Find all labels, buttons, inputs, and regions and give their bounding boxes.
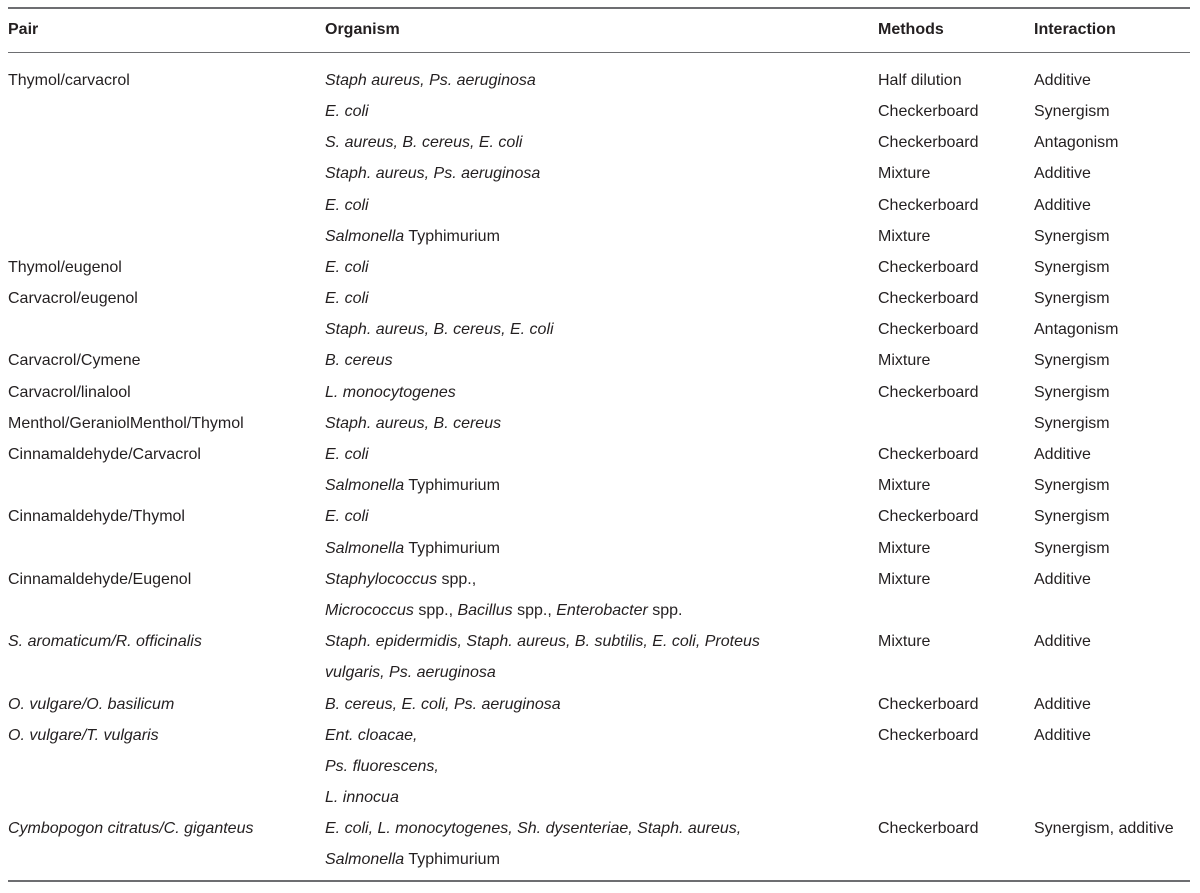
table-row: [8, 284, 1190, 315]
cell-methods: Checkerboard: [878, 321, 979, 339]
cell-methods: Checkerboard: [878, 290, 979, 308]
cell-interaction: Synergism: [1034, 352, 1110, 370]
organism-text: E. coli: [325, 196, 369, 214]
table-row: [8, 720, 1190, 751]
cell-methods: Mixture: [878, 633, 931, 651]
cell-methods: Half dilution: [878, 71, 962, 89]
cell-interaction: Synergism: [1034, 508, 1110, 526]
cell-pair: Cymbopogon citratus/C. giganteus: [8, 820, 254, 838]
cell-pair: Cinnamaldehyde/Eugenol: [8, 570, 192, 588]
cell-pair: Carvacrol/Cymene: [8, 352, 141, 370]
cell-pair: Thymol/eugenol: [8, 258, 122, 276]
cell-pair: O. vulgare/T. vulgaris: [8, 726, 159, 744]
organism-text: Salmonella: [325, 851, 405, 869]
cell-organism: [325, 820, 878, 838]
organism-text: vulgaris, Ps. aeruginosa: [325, 664, 496, 682]
cell-interaction: Synergism: [1034, 102, 1110, 120]
cell-organism: [325, 415, 878, 433]
cell-methods: Mixture: [878, 227, 931, 245]
cell-organism: [325, 103, 878, 121]
cell-organism: [325, 758, 878, 776]
cell-interaction: Additive: [1034, 71, 1091, 89]
cell-interaction: Antagonism: [1034, 321, 1119, 339]
table-row: [8, 159, 1190, 190]
cell-methods: Mixture: [878, 477, 931, 495]
table-row: [8, 346, 1190, 377]
organism-text: Typhimurium: [404, 227, 500, 245]
cell-methods: Checkerboard: [878, 196, 979, 214]
organism-text: Staphylococcus: [325, 570, 438, 588]
cell-interaction: Additive: [1034, 726, 1091, 744]
organism-text: B. cereus, E. coli, Ps. aeruginosa: [325, 695, 561, 713]
organism-text: Typhimurium: [404, 539, 500, 557]
table-row: [8, 252, 1190, 283]
cell-interaction: Synergism: [1034, 258, 1110, 276]
cell-organism: [325, 633, 878, 651]
cell-organism: [325, 352, 878, 370]
cell-organism: [325, 134, 878, 152]
table-row: [8, 65, 1190, 96]
cell-interaction: Synergism: [1034, 383, 1110, 401]
organism-text: L. innocua: [325, 789, 399, 807]
organism-text: Salmonella: [325, 477, 405, 495]
cell-pair: Cinnamaldehyde/Carvacrol: [8, 446, 201, 464]
header-interaction: Interaction: [1034, 21, 1116, 39]
organism-text: spp.,: [437, 570, 477, 588]
cell-organism: [325, 664, 878, 682]
table-row: [8, 221, 1190, 252]
table-header: [8, 9, 1190, 52]
cell-interaction: Additive: [1034, 446, 1091, 464]
cell-methods: Mixture: [878, 352, 931, 370]
cell-interaction: Additive: [1034, 695, 1091, 713]
cell-interaction: Additive: [1034, 570, 1091, 588]
cell-interaction: Synergism: [1034, 477, 1110, 495]
cell-organism: [325, 165, 878, 183]
header-pair: Pair: [8, 21, 39, 39]
cell-organism: [325, 477, 878, 495]
organism-text: E. coli: [325, 446, 369, 464]
organism-text: Typhimurium: [404, 851, 500, 869]
cell-organism: [325, 540, 878, 558]
table-row: [8, 315, 1190, 346]
table-row: [8, 502, 1190, 533]
cell-organism: [325, 259, 878, 277]
cell-pair: Thymol/carvacrol: [8, 71, 130, 89]
organism-text: Micrococcus: [325, 601, 414, 619]
cell-interaction: Synergism: [1034, 414, 1110, 432]
table-row: [8, 471, 1190, 502]
cell-methods: Checkerboard: [878, 695, 979, 713]
cell-methods: Checkerboard: [878, 134, 979, 152]
cell-interaction: Additive: [1034, 196, 1091, 214]
organism-text: E. coli: [325, 102, 369, 120]
cell-organism: [325, 571, 878, 589]
organism-text: S. aureus, B. cereus, E. coli: [325, 134, 523, 152]
organism-text: E. coli: [325, 290, 369, 308]
cell-interaction: Synergism, additive: [1034, 820, 1174, 838]
cell-methods: Checkerboard: [878, 508, 979, 526]
cell-organism: [325, 508, 878, 526]
table-row: [8, 595, 1190, 626]
cell-organism: [325, 228, 878, 246]
data-table: [8, 7, 1190, 882]
table-row: [8, 689, 1190, 720]
cell-organism: [325, 72, 878, 90]
cell-interaction: Antagonism: [1034, 134, 1119, 152]
cell-organism: [325, 602, 878, 620]
cell-methods: Mixture: [878, 539, 931, 557]
cell-organism: [325, 290, 878, 308]
cell-interaction: Synergism: [1034, 539, 1110, 557]
cell-organism: [325, 727, 878, 745]
organism-text: Bacillus: [457, 601, 513, 619]
cell-organism: [325, 696, 878, 714]
header-methods: Methods: [878, 21, 944, 39]
organism-text: Staph. epidermidis, Staph. aureus, B. subtilis, E. coli, Proteus: [325, 633, 760, 651]
cell-methods: Checkerboard: [878, 383, 979, 401]
organism-text: Salmonella: [325, 539, 405, 557]
table-row: [8, 627, 1190, 658]
cell-organism: [325, 851, 878, 869]
cell-interaction: Synergism: [1034, 227, 1110, 245]
organism-text: E. coli: [325, 508, 369, 526]
table-row: [8, 814, 1190, 845]
organism-text: Enterobacter: [556, 601, 648, 619]
cell-pair: Carvacrol/eugenol: [8, 290, 138, 308]
table-row: [8, 564, 1190, 595]
organism-text: Staph aureus, Ps. aeruginosa: [325, 71, 536, 89]
organism-text: Typhimurium: [404, 477, 500, 495]
table-row: [8, 190, 1190, 221]
cell-methods: Checkerboard: [878, 258, 979, 276]
organism-text: Staph. aureus, Ps. aeruginosa: [325, 165, 541, 183]
cell-methods: Mixture: [878, 570, 931, 588]
cell-organism: [325, 789, 878, 807]
table-row: [8, 783, 1190, 814]
bottom-rule: [8, 880, 1190, 882]
cell-pair: Carvacrol/linalool: [8, 383, 131, 401]
cell-methods: Checkerboard: [878, 102, 979, 120]
cell-interaction: Additive: [1034, 165, 1091, 183]
cell-methods: Checkerboard: [878, 726, 979, 744]
cell-organism: [325, 446, 878, 464]
table-row: [8, 439, 1190, 470]
organism-text: Ps. fluorescens,: [325, 757, 439, 775]
cell-methods: Mixture: [878, 165, 931, 183]
cell-pair: Cinnamaldehyde/Thymol: [8, 508, 185, 526]
organism-text: spp.,: [512, 601, 557, 619]
cell-pair: O. vulgare/O. basilicum: [8, 695, 175, 713]
organism-text: spp.: [647, 601, 683, 619]
header-organism: Organism: [325, 21, 400, 39]
cell-methods: Checkerboard: [878, 820, 979, 838]
table-row: [8, 128, 1190, 159]
table-row: [8, 751, 1190, 782]
cell-organism: [325, 321, 878, 339]
table-row: [8, 377, 1190, 408]
organism-text: spp.,: [413, 601, 458, 619]
organism-text: E. coli, L. monocytogenes, Sh. dysenteriae, Staph. aureus,: [325, 820, 742, 838]
cell-interaction: Additive: [1034, 633, 1091, 651]
organism-text: L. monocytogenes: [325, 383, 456, 401]
organism-text: B. cereus: [325, 352, 393, 370]
organism-text: Salmonella: [325, 227, 405, 245]
cell-pair: S. aromaticum/R. officinalis: [8, 633, 202, 651]
cell-methods: Checkerboard: [878, 446, 979, 464]
table-row: [8, 533, 1190, 564]
table-row: [8, 845, 1190, 876]
organism-text: Staph. aureus, B. cereus, E. coli: [325, 321, 554, 339]
cell-interaction: Synergism: [1034, 290, 1110, 308]
cell-organism: [325, 384, 878, 402]
organism-text: Ent. cloacae,: [325, 726, 418, 744]
organism-text: Staph. aureus, B. cereus: [325, 414, 502, 432]
cell-organism: [325, 197, 878, 215]
cell-pair: Menthol/GeraniolMenthol/Thymol: [8, 414, 244, 432]
table-row: [8, 408, 1190, 439]
table-row: [8, 658, 1190, 689]
organism-text: E. coli: [325, 258, 369, 276]
table-body: [8, 53, 1190, 876]
table-row: [8, 96, 1190, 127]
